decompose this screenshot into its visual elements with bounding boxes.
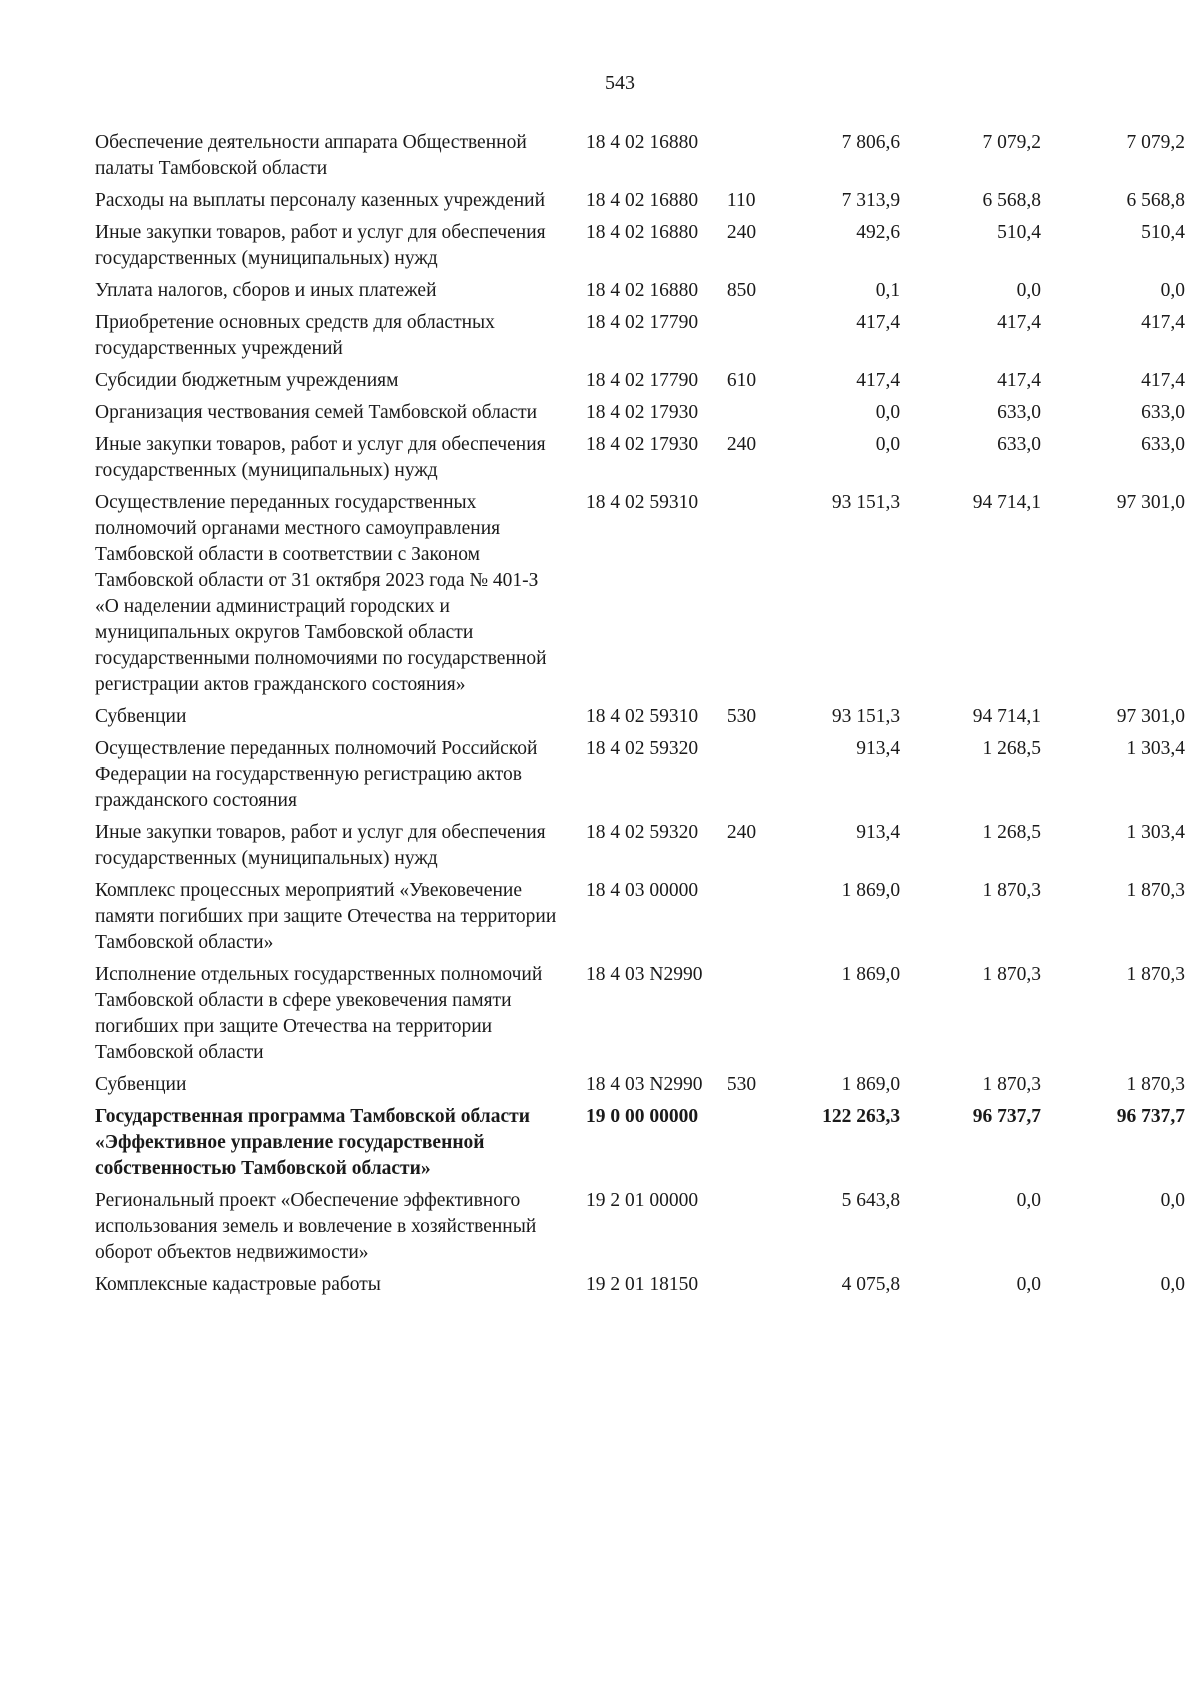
table-row <box>95 1272 1185 1304</box>
table-row <box>95 188 1185 220</box>
expense-name: Приобретение основных средств для областных государственных учреждений <box>95 312 495 359</box>
amount-year-2: 96 737,7 <box>972 1106 1042 1127</box>
amount-year-1: 93 151,3 <box>831 706 901 727</box>
amount-year-3: 510,4 <box>1141 222 1185 243</box>
expense-name: Иные закупки товаров, работ и услуг для обеспечения государственных (муниципальных) нужд <box>95 222 546 269</box>
target-article-code: 18 4 02 17930 <box>586 402 699 423</box>
table-row <box>95 432 1185 490</box>
target-article-code: 18 4 02 16880 <box>586 132 699 153</box>
amount-year-2: 510,4 <box>997 222 1042 243</box>
amount-year-1: 1 869,0 <box>841 964 901 985</box>
table-row <box>95 820 1185 878</box>
expense-type-code <box>709 1188 764 1272</box>
expense-name: Комплексные кадастровые работы <box>95 1274 381 1295</box>
expense-type-code: 240 <box>726 434 757 455</box>
table-row <box>95 704 1185 736</box>
expense-type-code: 530 <box>726 706 757 727</box>
amount-year-2: 1 870,3 <box>982 1074 1042 1095</box>
expense-name: Субвенции <box>95 706 187 727</box>
amount-year-1: 913,4 <box>856 822 901 843</box>
amount-year-3: 6 568,8 <box>1126 190 1185 211</box>
target-article-code: 18 4 03 N2990 <box>586 964 703 985</box>
table-row <box>95 1104 1185 1188</box>
expense-name: Исполнение отдельных государственных полномочий Тамбовской области в сфере увековечения памяти погибших при защите Отечества на территории Тамбовской области <box>95 964 543 1063</box>
expense-name: Региональный проект «Обеспечение эффективного использования земель и вовлечение в хозяйственный оборот объектов недвижимости» <box>95 1190 537 1263</box>
table-row <box>95 310 1185 368</box>
expense-name: Иные закупки товаров, работ и услуг для обеспечения государственных (муниципальных) нужд <box>95 822 546 869</box>
target-article-code: 18 4 02 16880 <box>586 222 699 243</box>
amount-year-2: 7 079,2 <box>982 132 1042 153</box>
expense-type-code <box>709 490 764 704</box>
amount-year-2: 0,0 <box>1016 1274 1042 1295</box>
page-number: 543 <box>605 72 635 94</box>
target-article-code: 18 4 02 16880 <box>586 190 699 211</box>
expense-type-code: 610 <box>726 370 757 391</box>
amount-year-3: 7 079,2 <box>1126 132 1185 153</box>
amount-year-1: 7 313,9 <box>841 190 901 211</box>
amount-year-2: 0,0 <box>1016 1190 1042 1211</box>
expense-type-code <box>709 310 764 368</box>
target-article-code: 19 2 01 18150 <box>586 1274 699 1295</box>
amount-year-2: 1 870,3 <box>982 964 1042 985</box>
expense-type-code <box>709 1272 764 1304</box>
budget-table <box>95 130 1185 1304</box>
expense-name: Обеспечение деятельности аппарата Общественной палаты Тамбовской области <box>95 132 527 179</box>
amount-year-3: 97 301,0 <box>1116 492 1185 513</box>
table-row <box>95 490 1185 704</box>
expense-type-code: 850 <box>726 280 757 301</box>
expense-name: Комплекс процессных мероприятий «Увековечение памяти погибших при защите Отечества на территории Тамбовской области» <box>95 880 557 953</box>
amount-year-2: 6 568,8 <box>982 190 1042 211</box>
table-row <box>95 736 1185 820</box>
expense-name: Государственная программа Тамбовской области «Эффективное управление государственной собственностью Тамбовской области» <box>95 1106 530 1179</box>
expense-name: Осуществление переданных полномочий Российской Федерации на государственную регистрацию актов гражданского состояния <box>95 738 538 811</box>
expense-type-code <box>709 130 764 188</box>
target-article-code: 18 4 02 59320 <box>586 822 699 843</box>
amount-year-3: 0,0 <box>1160 1190 1185 1211</box>
amount-year-1: 0,0 <box>875 402 901 423</box>
expense-type-code <box>709 1104 764 1188</box>
amount-year-1: 122 263,3 <box>822 1106 901 1127</box>
expense-type-code: 240 <box>726 822 757 843</box>
expense-name: Уплата налогов, сборов и иных платежей <box>95 280 437 301</box>
amount-year-1: 5 643,8 <box>841 1190 901 1211</box>
amount-year-1: 0,1 <box>875 280 901 301</box>
expense-type-code <box>709 878 764 962</box>
amount-year-2: 0,0 <box>1016 280 1042 301</box>
amount-year-3: 417,4 <box>1141 312 1185 333</box>
amount-year-1: 0,0 <box>875 434 901 455</box>
amount-year-2: 94 714,1 <box>972 492 1042 513</box>
amount-year-3: 0,0 <box>1160 280 1185 301</box>
amount-year-3: 1 303,4 <box>1126 738 1185 759</box>
table-row <box>95 878 1185 962</box>
table-row <box>95 220 1185 278</box>
amount-year-3: 0,0 <box>1160 1274 1185 1295</box>
amount-year-2: 417,4 <box>997 370 1042 391</box>
amount-year-2: 1 870,3 <box>982 880 1042 901</box>
target-article-code: 18 4 02 59310 <box>586 706 699 727</box>
amount-year-1: 1 869,0 <box>841 880 901 901</box>
expense-type-code <box>709 962 764 1072</box>
target-article-code: 19 0 00 00000 <box>586 1106 699 1127</box>
expense-type-code <box>709 736 764 820</box>
target-article-code: 18 4 03 00000 <box>586 880 699 901</box>
amount-year-2: 417,4 <box>997 312 1042 333</box>
amount-year-1: 417,4 <box>856 370 901 391</box>
expense-name: Организация чествования семей Тамбовской области <box>95 402 538 423</box>
target-article-code: 18 4 02 17930 <box>586 434 699 455</box>
amount-year-3: 633,0 <box>1141 434 1185 455</box>
target-article-code: 18 4 02 17790 <box>586 370 699 391</box>
amount-year-1: 7 806,6 <box>841 132 901 153</box>
amount-year-1: 492,6 <box>856 222 901 243</box>
amount-year-3: 417,4 <box>1141 370 1185 391</box>
amount-year-2: 94 714,1 <box>972 706 1042 727</box>
expense-type-code: 110 <box>726 190 756 211</box>
amount-year-3: 633,0 <box>1141 402 1185 423</box>
amount-year-1: 417,4 <box>856 312 901 333</box>
table-row <box>95 1072 1185 1104</box>
expense-name: Иные закупки товаров, работ и услуг для обеспечения государственных (муниципальных) нужд <box>95 434 546 481</box>
target-article-code: 19 2 01 00000 <box>586 1190 699 1211</box>
table-row <box>95 368 1185 400</box>
table-row <box>95 962 1185 1072</box>
target-article-code: 18 4 02 59310 <box>586 492 699 513</box>
amount-year-2: 633,0 <box>997 434 1042 455</box>
target-article-code: 18 4 02 16880 <box>586 280 699 301</box>
target-article-code: 18 4 03 N2990 <box>586 1074 703 1095</box>
expense-type-code: 530 <box>726 1074 757 1095</box>
expense-name: Осуществление переданных государственных полномочий органами местного самоуправления Тамбовской области в соответствии с Законом Тамбовской области от 31 октября 2023 года № 401-З «О наделении администраций городских и муниципальных округов Тамбовской области государственными полномочиями по государственной регистрации актов гражданского состояния» <box>95 492 547 695</box>
amount-year-2: 1 268,5 <box>982 738 1042 759</box>
budget-table-body <box>95 130 1185 1304</box>
amount-year-3: 96 737,7 <box>1116 1106 1185 1127</box>
amount-year-2: 1 268,5 <box>982 822 1042 843</box>
amount-year-1: 93 151,3 <box>831 492 901 513</box>
amount-year-3: 1 303,4 <box>1126 822 1185 843</box>
expense-type-code <box>709 400 764 432</box>
target-article-code: 18 4 02 59320 <box>586 738 699 759</box>
amount-year-1: 4 075,8 <box>841 1274 901 1295</box>
table-row <box>95 400 1185 432</box>
amount-year-3: 1 870,3 <box>1126 964 1185 985</box>
expense-type-code: 240 <box>726 222 757 243</box>
amount-year-1: 913,4 <box>856 738 901 759</box>
target-article-code: 18 4 02 17790 <box>586 312 699 333</box>
amount-year-3: 1 870,3 <box>1126 1074 1185 1095</box>
table-row <box>95 130 1185 188</box>
amount-year-3: 1 870,3 <box>1126 880 1185 901</box>
table-row <box>95 1188 1185 1272</box>
amount-year-3: 97 301,0 <box>1116 706 1185 727</box>
amount-year-1: 1 869,0 <box>841 1074 901 1095</box>
amount-year-2: 633,0 <box>997 402 1042 423</box>
expense-name: Субвенции <box>95 1074 187 1095</box>
table-row <box>95 278 1185 310</box>
expense-name: Субсидии бюджетным учреждениям <box>95 370 399 391</box>
expense-name: Расходы на выплаты персоналу казенных учреждений <box>95 190 546 211</box>
